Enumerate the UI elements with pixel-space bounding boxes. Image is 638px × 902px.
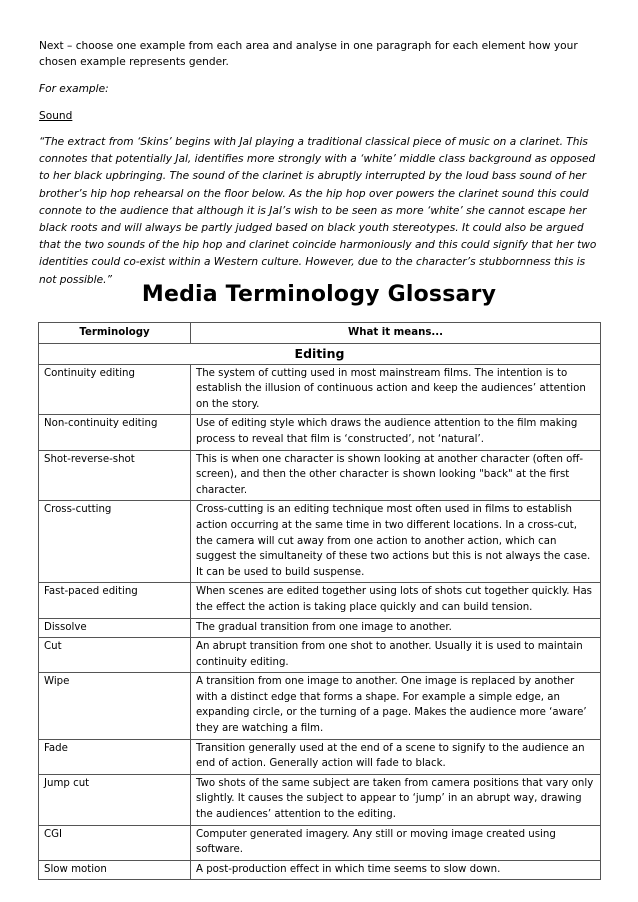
meaning-cell: Computer generated imagery. Any still or moving image created using software. xyxy=(191,825,601,860)
table-row xyxy=(39,415,601,450)
term-cell: CGI xyxy=(39,825,191,860)
term-cell: Jump cut xyxy=(39,774,191,825)
instruction-text: Next – choose one example from each area and analyse in one paragraph for each element how your chosen example represents gender. xyxy=(39,40,578,68)
table-row xyxy=(39,638,601,673)
table-row xyxy=(39,860,601,880)
table-row xyxy=(39,583,601,618)
intro-section xyxy=(39,38,604,289)
term-cell: Continuity editing xyxy=(39,364,191,415)
term-cell: Cross-cutting xyxy=(39,501,191,583)
table-row xyxy=(39,825,601,860)
table-row xyxy=(39,673,601,739)
table-row xyxy=(39,501,601,583)
term-cell: Slow motion xyxy=(39,860,191,880)
table-header-row xyxy=(39,323,601,344)
table-row xyxy=(39,739,601,774)
term-cell: Non-continuity editing xyxy=(39,415,191,450)
meaning-cell: A transition from one image to another. One image is replaced by another with a distinct edge that forms a shape. For example a simple edge, an expanding circle, or the turning of a page. Makes the audience more ‘aware’ they are watching a film. xyxy=(191,673,601,739)
table-row xyxy=(39,774,601,825)
term-cell: Shot-reverse-shot xyxy=(39,450,191,501)
meaning-cell: This is when one character is shown looking at another character (often off-screen), and then the other character is shown looking "back" at the first character. xyxy=(191,450,601,501)
section-heading: Editing xyxy=(39,343,601,364)
term-cell: Fast-paced editing xyxy=(39,583,191,618)
meaning-cell: Use of editing style which draws the audience attention to the film making process to reveal that film is ‘constructed’, not ‘natural’. xyxy=(191,415,601,450)
table-row xyxy=(39,364,601,415)
term-cell: Fade xyxy=(39,739,191,774)
meaning-cell: Two shots of the same subject are taken from camera positions that vary only slightly. It causes the subject to appear to ‘jump’ in an abrupt way, drawing the audiences’ attention to the editing. xyxy=(191,774,601,825)
term-cell: Dissolve xyxy=(39,618,191,638)
glossary-title: Media Terminology Glossary xyxy=(141,282,497,307)
meaning-cell: An abrupt transition from one shot to another. Usually it is used to maintain continuity editing. xyxy=(191,638,601,673)
glossary-table xyxy=(38,322,601,880)
example-label: For example: xyxy=(39,83,109,95)
section-row-editing xyxy=(39,343,601,364)
meaning-cell: The system of cutting used in most mainstream films. The intention is to establish the illusion of continuous action and keep the audiences’ attention on the story. xyxy=(191,364,601,415)
meaning-cell: Transition generally used at the end of a scene to signify to the audience an end of action. Generally action will fade to black. xyxy=(191,739,601,774)
section-label-sound: Sound xyxy=(39,110,73,122)
term-cell: Wipe xyxy=(39,673,191,739)
meaning-cell: When scenes are edited together using lots of shots cut together quickly. Has the effect the action is taking place quickly and can build tension. xyxy=(191,583,601,618)
example-quote: “The extract from ‘Skins’ begins with Jal playing a traditional classical piece of music on a clarinet. This connotes that potentially Jal, identifies more strongly with a ‘white’ middle class background as opposed to her black upbringing. The sound of the clarinet is abruptly interrupted by the loud bass sound of her brother’s hip hop rehearsal on the floor below. As the hip hop over powers the clarinet sound this could connote to the audience that although it is Jal’s wish to be seen as more ‘white’ she cannot escape her black roots and will always be partly judged based on black youth stereotypes. It could also be argued that the two sounds of the hip hop and clarinet coincide harmoniously and this could signify that her two identities could co-exist within a Western culture. However, due to the character’s stubbornness this is not possible.” xyxy=(39,136,597,286)
table-row xyxy=(39,450,601,501)
meaning-cell: Cross-cutting is an editing technique most often used in films to establish action occurring at the same time in two different locations. In a cross-cut, the camera will cut away from one action to another action, which can suggest the simultaneity of these two actions but this is not always the case. It can be used to build suspense. xyxy=(191,501,601,583)
table-row xyxy=(39,618,601,638)
meaning-cell: The gradual transition from one image to another. xyxy=(191,618,601,638)
header-terminology: Terminology xyxy=(39,323,191,344)
header-meaning: What it means... xyxy=(191,323,601,344)
meaning-cell: A post-production effect in which time seems to slow down. xyxy=(191,860,601,880)
term-cell: Cut xyxy=(39,638,191,673)
